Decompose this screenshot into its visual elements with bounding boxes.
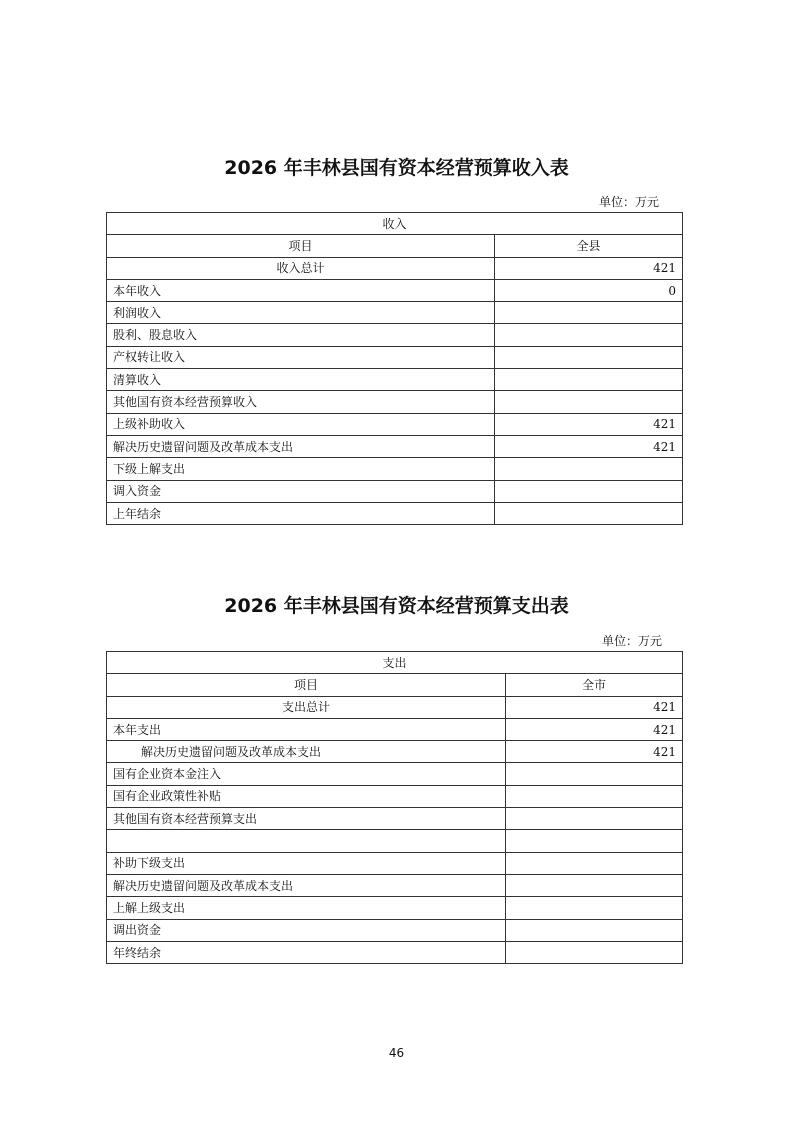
row-value	[506, 763, 683, 785]
row-label: 解决历史遗留问题及改革成本支出	[107, 874, 506, 896]
row-value	[495, 302, 683, 324]
row-label: 调入资金	[107, 480, 495, 502]
table-row	[107, 480, 683, 502]
row-label: 补助下级支出	[107, 852, 506, 874]
row-label: 上年结余	[107, 502, 495, 524]
expense-table	[106, 651, 683, 964]
row-value	[506, 919, 683, 941]
row-label: 年终结余	[107, 941, 506, 963]
row-value: 421	[506, 741, 683, 763]
row-label	[107, 830, 506, 852]
row-value: 421	[506, 718, 683, 740]
row-value	[495, 324, 683, 346]
table-row	[107, 346, 683, 368]
row-label: 利润收入	[107, 302, 495, 324]
table-row	[107, 391, 683, 413]
row-label: 本年收入	[107, 279, 495, 301]
row-label: 上解上级支出	[107, 897, 506, 919]
row-value	[495, 391, 683, 413]
expense-column-header-row	[107, 674, 683, 696]
table-row	[107, 741, 683, 763]
table-row	[107, 279, 683, 301]
income-section-header-row	[107, 213, 683, 235]
income-table	[106, 212, 683, 525]
expense-row-total	[107, 696, 683, 718]
page-number: 46	[388, 1046, 405, 1060]
table-row	[107, 413, 683, 435]
row-value	[495, 480, 683, 502]
income-col-value: 全县	[495, 235, 683, 257]
income-unit-label: 单位：万元	[599, 195, 660, 209]
income-row-total	[107, 257, 683, 279]
table-row	[107, 369, 683, 391]
row-label: 其他国有资本经营预算收入	[107, 391, 495, 413]
row-value: 421	[495, 413, 683, 435]
row-value: 421	[495, 257, 683, 279]
table-row	[107, 324, 683, 346]
row-value	[506, 808, 683, 830]
expense-section-header: 支出	[107, 652, 683, 674]
table-row	[107, 897, 683, 919]
expense-section-header-row	[107, 652, 683, 674]
table-row	[107, 763, 683, 785]
row-label: 其他国有资本经营预算支出	[107, 808, 506, 830]
expense-table-title: 2026 年丰林县国有资本经营预算支出表	[224, 595, 569, 617]
table-row	[107, 919, 683, 941]
row-label: 解决历史遗留问题及改革成本支出	[107, 435, 495, 457]
row-value	[506, 830, 683, 852]
table-row	[107, 874, 683, 896]
row-label: 解决历史遗留问题及改革成本支出	[107, 741, 506, 763]
row-value	[506, 874, 683, 896]
row-value	[495, 458, 683, 480]
row-value	[506, 897, 683, 919]
row-value	[495, 369, 683, 391]
table-row	[107, 502, 683, 524]
row-value	[506, 785, 683, 807]
table-row	[107, 435, 683, 457]
row-label: 收入总计	[107, 257, 495, 279]
income-table-title: 2026 年丰林县国有资本经营预算收入表	[224, 157, 569, 179]
table-row	[107, 808, 683, 830]
expense-unit-label: 单位：万元	[602, 634, 663, 648]
table-row	[107, 941, 683, 963]
income-section-header: 收入	[107, 213, 683, 235]
table-row	[107, 852, 683, 874]
row-value	[495, 346, 683, 368]
row-label: 股利、股息收入	[107, 324, 495, 346]
row-label: 国有企业政策性补贴	[107, 785, 506, 807]
row-label: 国有企业资本金注入	[107, 763, 506, 785]
row-label: 支出总计	[107, 696, 506, 718]
table-row	[107, 458, 683, 480]
income-column-header-row	[107, 235, 683, 257]
expense-col-value: 全市	[506, 674, 683, 696]
row-value: 421	[495, 435, 683, 457]
row-label: 下级上解支出	[107, 458, 495, 480]
row-value	[506, 941, 683, 963]
table-row	[107, 785, 683, 807]
income-col-item: 项目	[107, 235, 495, 257]
row-label: 本年支出	[107, 718, 506, 740]
row-value: 421	[506, 696, 683, 718]
table-row	[107, 830, 683, 852]
row-label: 产权转让收入	[107, 346, 495, 368]
row-value	[495, 502, 683, 524]
table-row	[107, 302, 683, 324]
row-value	[506, 852, 683, 874]
expense-col-item: 项目	[107, 674, 506, 696]
row-label: 调出资金	[107, 919, 506, 941]
table-row	[107, 718, 683, 740]
row-value: 0	[495, 279, 683, 301]
row-label: 清算收入	[107, 369, 495, 391]
row-label: 上级补助收入	[107, 413, 495, 435]
